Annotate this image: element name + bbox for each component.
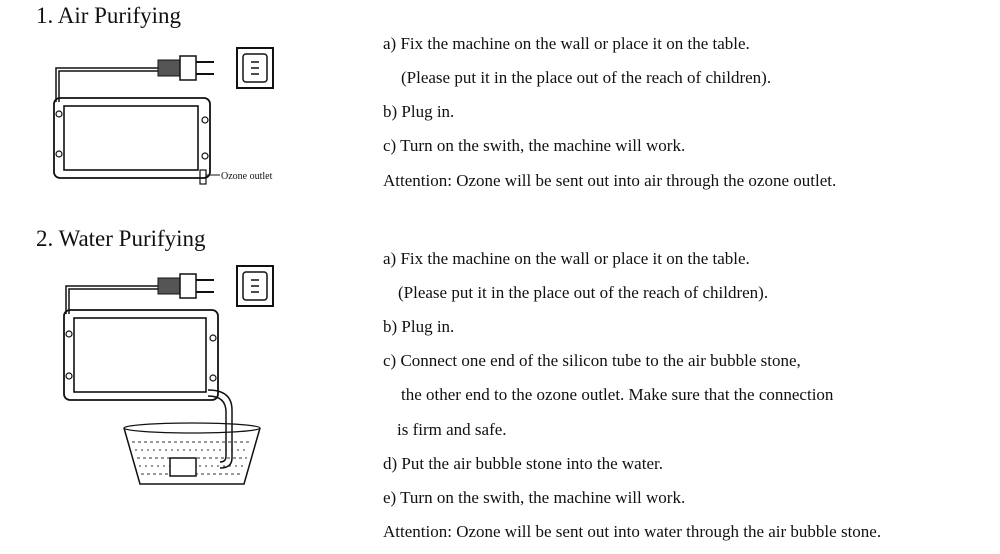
instruction-line: (Please put it in the place out of the reach of children). [398,283,769,302]
ozone-machine-icon [64,310,218,400]
instruction-line: a) Fix the machine on the wall or place it on the table. [383,34,750,53]
instruction-line: e) Turn on the swith, the machine will work. [383,488,686,507]
instruction-line: c) Connect one end of the silicon tube to the air bubble stone, [383,351,801,370]
air-bubble-stone-icon [170,458,196,476]
section-1-title: 1. Air Purifying [36,3,182,28]
ozone-outlet-label: Ozone outlet [221,171,273,182]
instruction-line: the other end to the ozone outlet. Make sure that the connection [401,385,834,404]
wall-outlet-icon [237,266,273,306]
instruction-line: (Please put it in the place out of the reach of children). [401,68,772,87]
instruction-line: b) Plug in. [383,317,455,336]
instruction-line: b) Plug in. [383,102,455,121]
air-purifier-diagram [40,40,290,190]
instruction-line: a) Fix the machine on the wall or place it on the table. [383,249,750,268]
attention-line: Attention: Ozone will be sent out into air through the ozone outlet. [383,171,837,190]
attention-line: Attention: Ozone will be sent out into water through the air bubble stone. [383,522,882,541]
instruction-line: is firm and safe. [397,420,507,439]
instruction-line: c) Turn on the swith, the machine will work. [383,136,686,155]
ozone-machine-icon [54,98,220,184]
instruction-line: d) Put the air bubble stone into the water. [383,454,663,473]
water-purifier-diagram [40,262,290,492]
power-plug-icon [158,274,214,298]
section-2-title: 2. Water Purifying [36,226,206,251]
power-plug-icon [158,56,214,80]
wall-outlet-icon [237,48,273,88]
